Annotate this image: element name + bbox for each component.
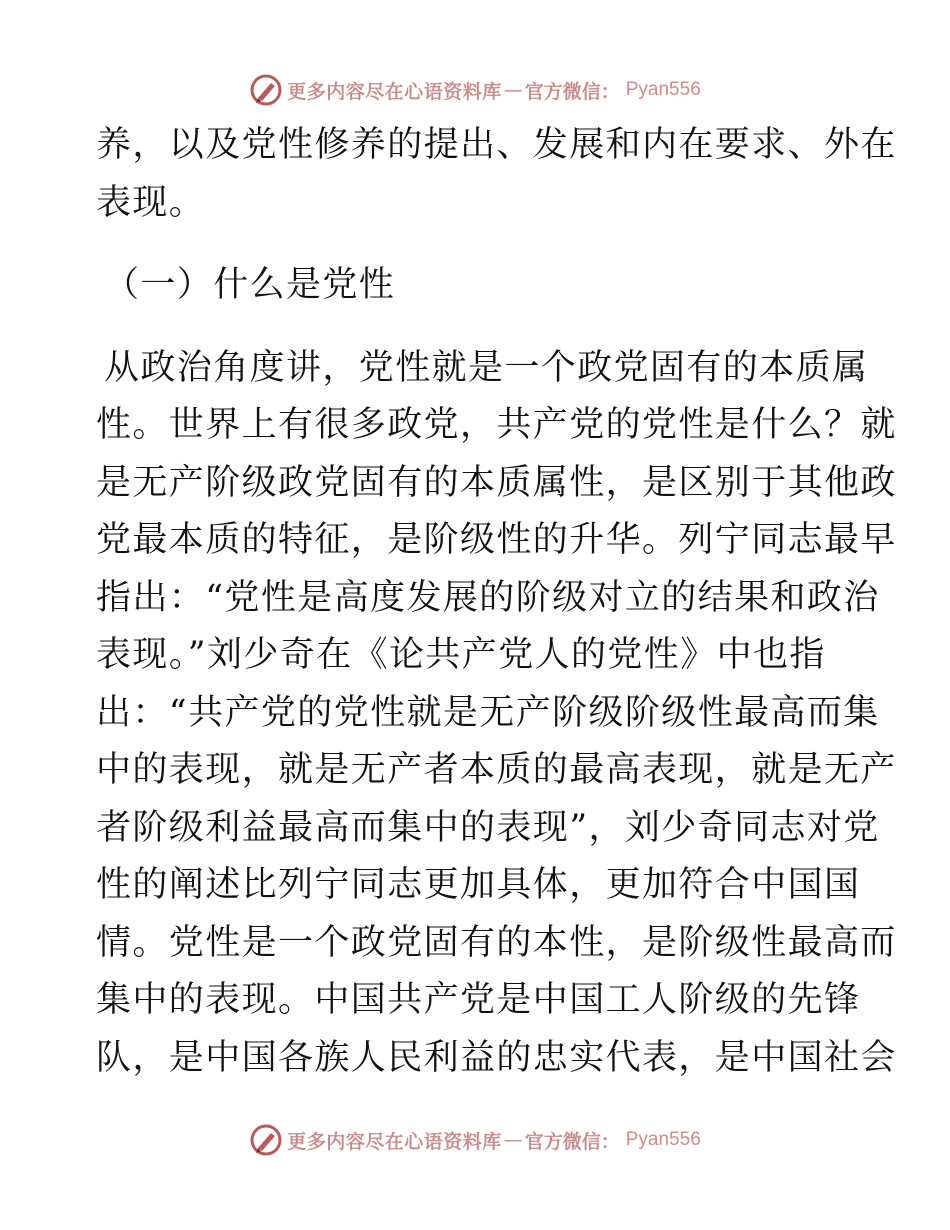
text-line: 性。世界上有很多政党，共产党的党性是什么？就 bbox=[96, 405, 897, 445]
text-line: 集中的表现。中国共产党是中国工人阶级的先锋 bbox=[96, 980, 861, 1020]
watermark-wechat-id: Pyan556 bbox=[625, 1129, 701, 1150]
text-line: 是无产阶级政党固有的本质属性，是区别于其他政 bbox=[96, 462, 897, 503]
text-line: 情。党性是一个政党固有的本性，是阶级性最高而 bbox=[96, 922, 897, 963]
text-line: 指出：“党性是高度发展的阶级对立的结果和政治 bbox=[96, 577, 880, 618]
text-line: 党最本质的特征，是阶级性的升华。列宁同志最早 bbox=[96, 520, 897, 560]
text-line: 出：“共产党的党性就是无产阶级阶级性最高而集 bbox=[96, 692, 880, 733]
watermark-wechat-id: Pyan556 bbox=[625, 79, 701, 100]
document-body bbox=[96, 117, 897, 1087]
text-line: 队，是中国各族人民利益的忠实代表，是中国社会 bbox=[96, 1037, 897, 1078]
pen-logo-icon bbox=[249, 1123, 283, 1157]
section-heading: （一）什么是党性 bbox=[104, 265, 396, 305]
watermark-dash: — bbox=[503, 1129, 523, 1151]
text-line: 养，以及党性修养的提出、发展和内在要求、外在 bbox=[96, 125, 897, 165]
pen-logo-icon bbox=[249, 73, 283, 107]
text-line: 表现。”刘少奇在《论共产党人的党性》中也指 bbox=[96, 635, 826, 675]
text-line: 者阶级利益最高而集中的表现”，刘少奇同志对党 bbox=[96, 807, 880, 848]
footer-watermark bbox=[0, 1120, 950, 1160]
text-line: 性的阐述比列宁同志更加具体，更加符合中国国 bbox=[96, 865, 861, 905]
watermark-dash: — bbox=[503, 79, 523, 101]
watermark-text: 更多内容尽在心语资料库 bbox=[287, 1130, 502, 1153]
watermark-text: 更多内容尽在心语资料库 bbox=[287, 80, 502, 103]
text-line: 表现。 bbox=[96, 182, 206, 223]
watermark-wechat-label: 官方微信： bbox=[524, 1130, 620, 1153]
header-watermark bbox=[0, 70, 950, 110]
paragraph-gap bbox=[96, 315, 856, 340]
paragraph-gap bbox=[96, 232, 856, 257]
watermark-wechat-label: 官方微信： bbox=[524, 80, 620, 103]
text-line: 从政治角度讲，党性就是一个政党固有的本质属 bbox=[104, 347, 869, 388]
text-line: 中的表现，就是无产者本质的最高表现，就是无产 bbox=[96, 750, 897, 790]
